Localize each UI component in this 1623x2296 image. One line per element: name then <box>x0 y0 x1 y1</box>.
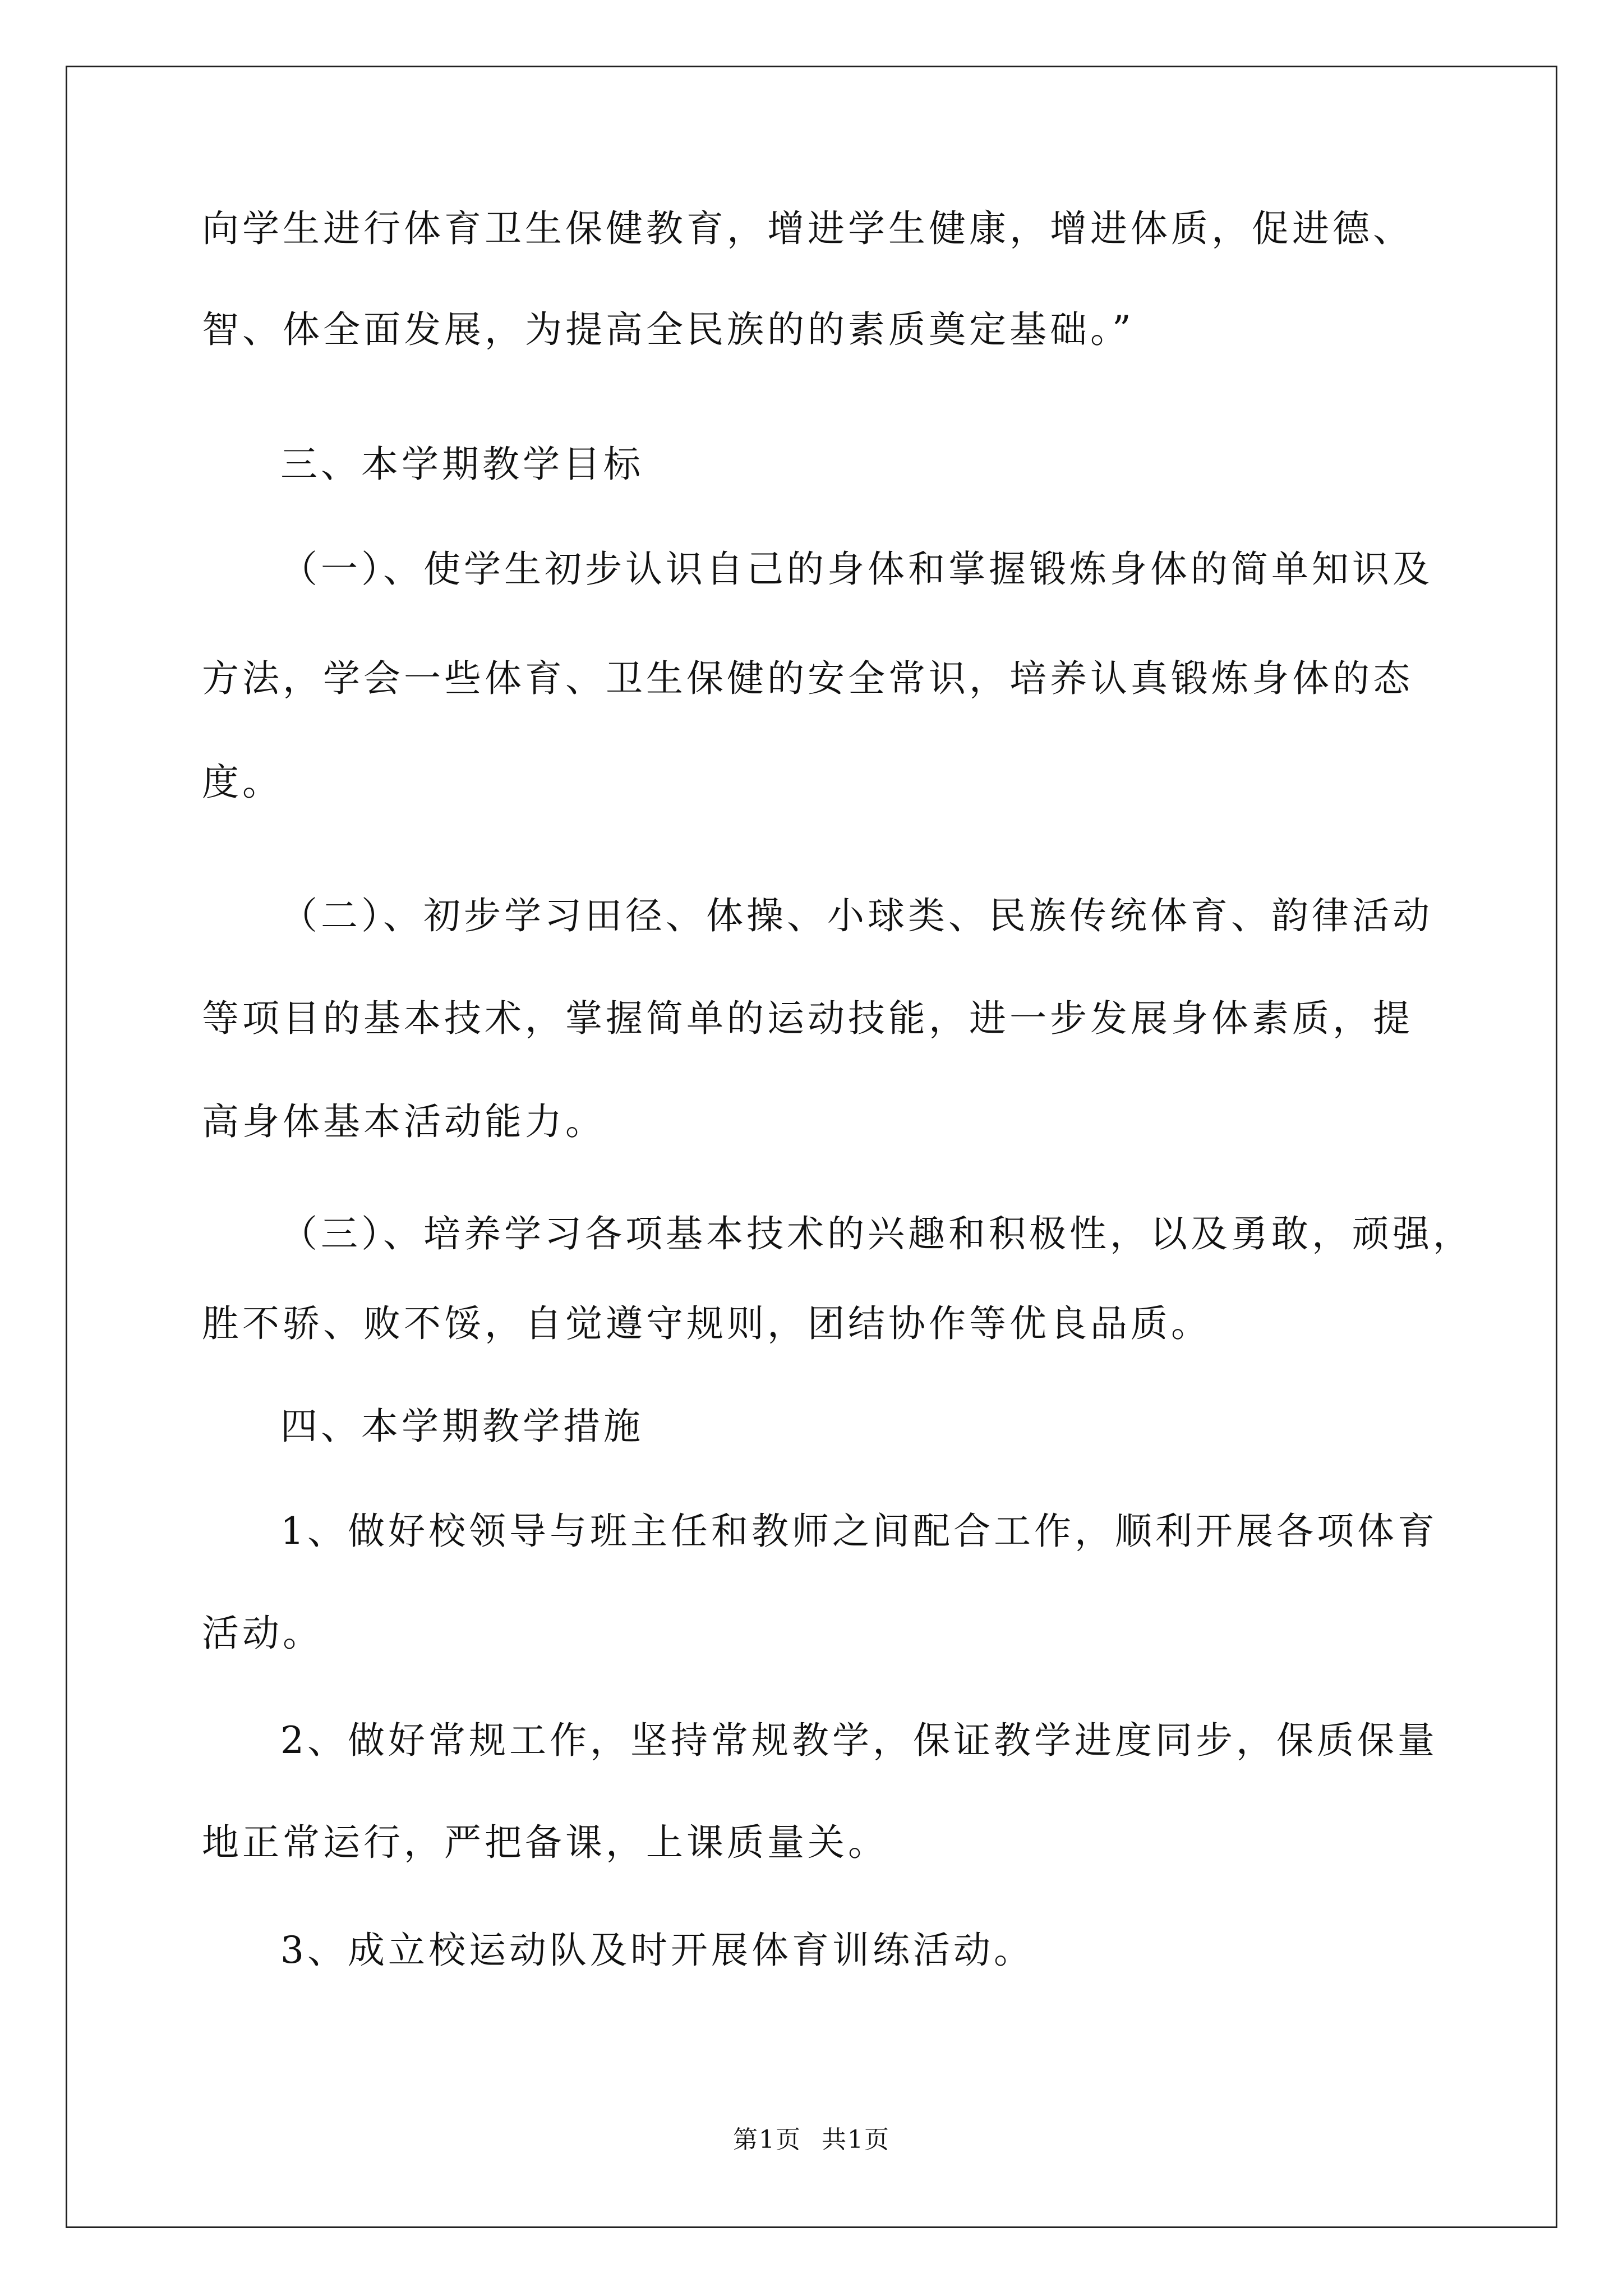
body-line: 1、做好校领导与班主任和教师之间配合工作，顺利开展各项体育 <box>280 1510 1438 1553</box>
section-heading: 四、本学期教学措施 <box>280 1405 644 1448</box>
body-line: 地正常运行，严把备课，上课质量关。 <box>202 1821 888 1864</box>
page-number-current: 第1页 <box>733 2125 801 2154</box>
body-line: 方法，学会一些体育、卫生保健的安全常识，培养认真锻炼身体的态 <box>202 657 1413 700</box>
body-line: 胜不骄、败不馁，自觉遵守规则，团结协作等优良品质。 <box>202 1302 1211 1345</box>
section-heading: 三、本学期教学目标 <box>280 443 644 486</box>
body-line: 3、成立校运动队及时开展体育训练活动。 <box>280 1929 1034 1972</box>
page-footer <box>0 2123 1623 2157</box>
body-line: 高身体基本活动能力。 <box>202 1100 606 1143</box>
body-line: 等项目的基本技术，掌握简单的运动技能，进一步发展身体素质，提 <box>202 997 1413 1040</box>
body-line: 活动。 <box>202 1612 323 1655</box>
body-line: 智、体全面发展，为提高全民族的的素质奠定基础。” <box>202 308 1135 351</box>
page-number-total: 共1页 <box>822 2125 890 2154</box>
body-line: （二）、初步学习田径、体操、小球类、民族传统体育、韵律活动 <box>280 894 1433 937</box>
body-line: 向学生进行体育卫生保健教育，增进学生健康，增进体质，促进德、 <box>202 207 1413 250</box>
body-line: （一）、使学生初步认识自己的身体和掌握锻炼身体的简单知识及 <box>280 547 1433 591</box>
page-border <box>66 66 1557 2228</box>
body-line: 2、做好常规工作，坚持常规教学，保证教学进度同步，保质保量 <box>280 1719 1438 1762</box>
body-line: （三）、培养学习各项基本技术的兴趣和积极性，以及勇敢，顽强， <box>280 1212 1473 1255</box>
body-line: 度。 <box>202 761 283 804</box>
